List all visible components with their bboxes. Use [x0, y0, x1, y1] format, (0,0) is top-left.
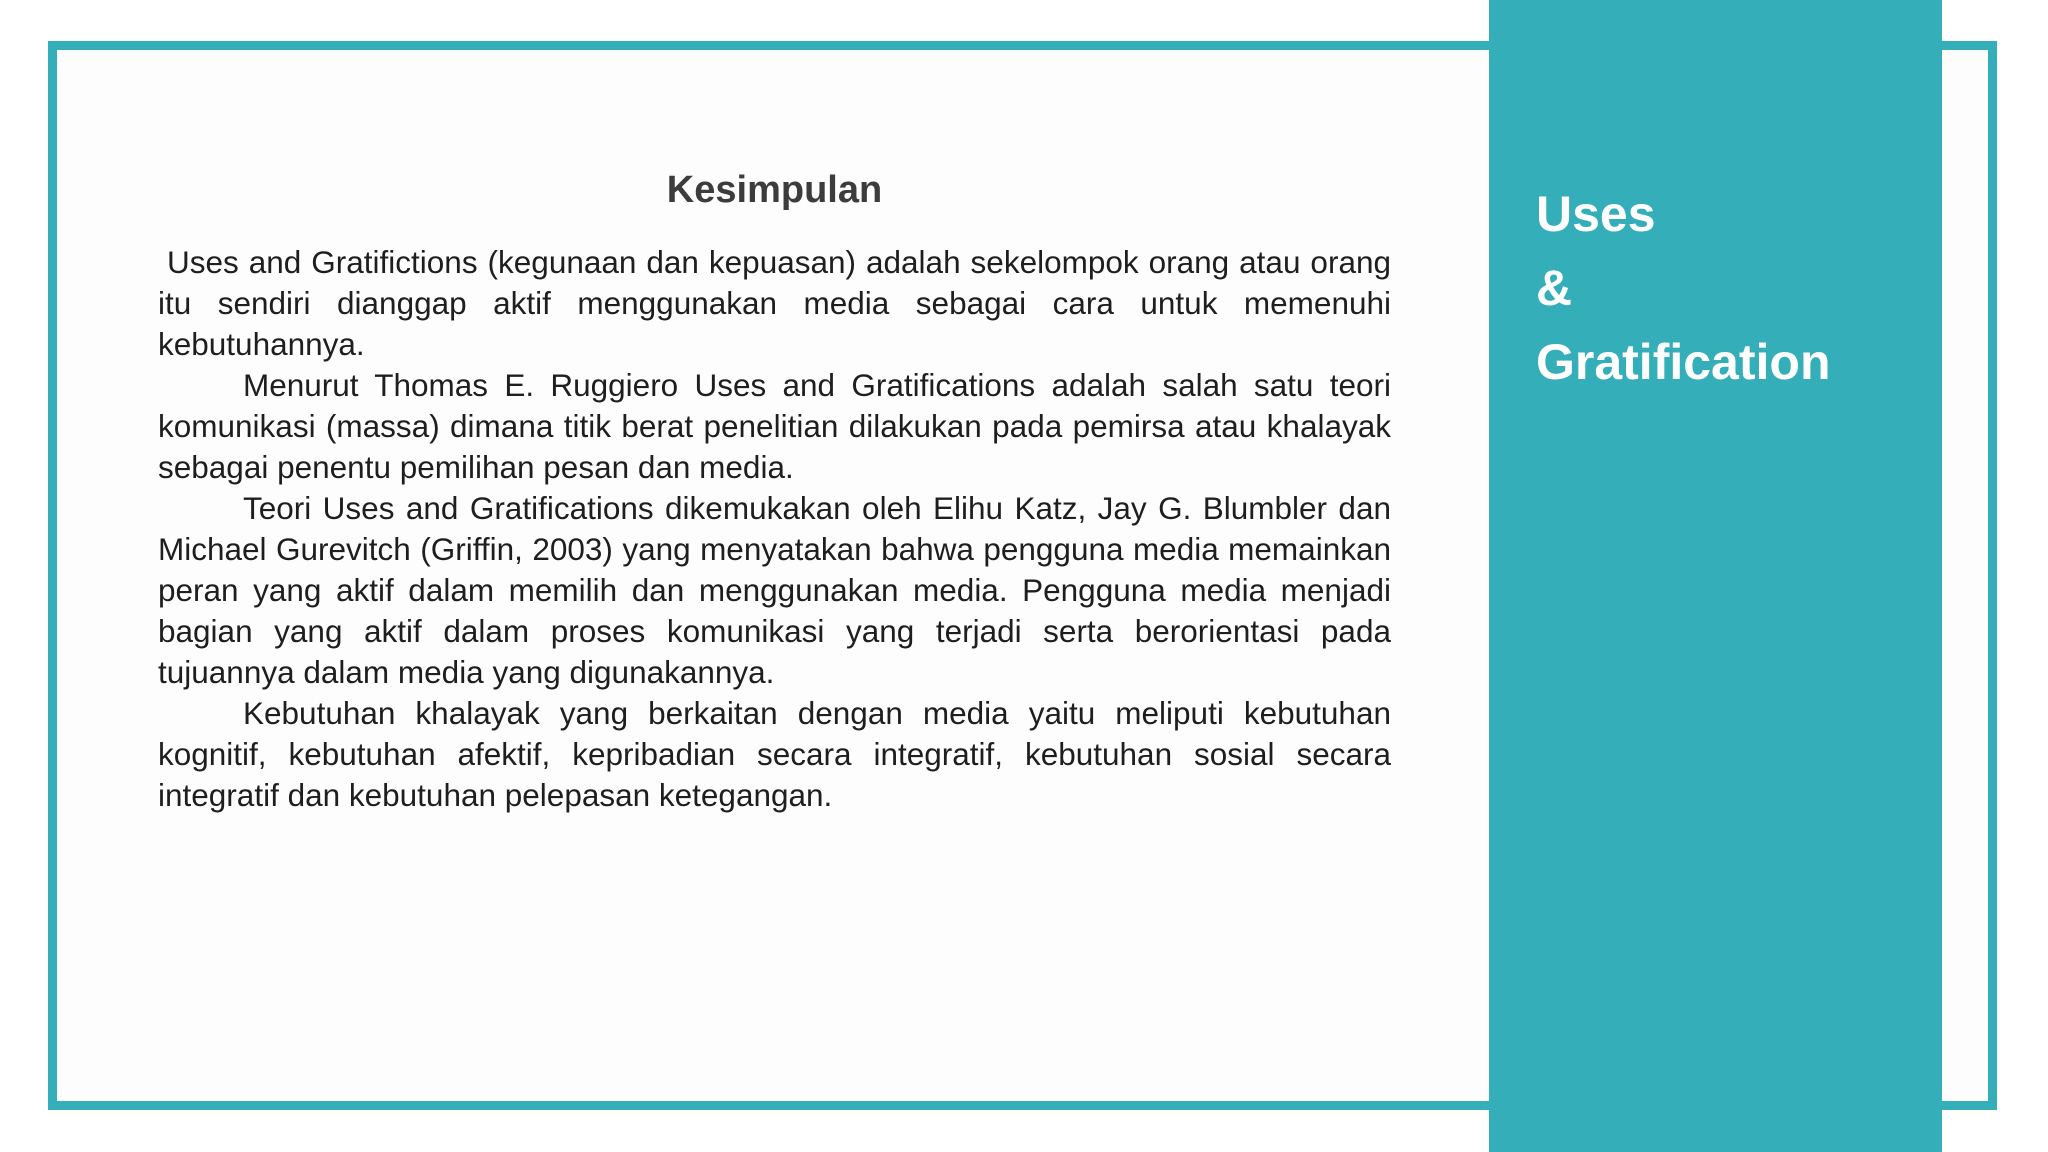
side-title-line-gratification: Gratification	[1536, 334, 1831, 390]
paragraph-audience-needs: Kebutuhan khalayak yang berkaitan dengan media yaitu meliputi kebutuhan kognitif, kebutuhan afektif, kepribadian secara integratif, kebutuhan sosial secara integratif dan kebutuhan pelepasan ketegangan.	[158, 695, 1391, 813]
content-area	[158, 166, 1391, 816]
paragraph-ruggiero: Menurut Thomas E. Ruggiero Uses and Gratifications adalah salah satu teori komunikasi (massa) dimana titik berat penelitian dilakukan pada pemirsa atau khalayak sebagai penentu pemilihan pesan dan media.	[158, 367, 1391, 485]
paragraph-definition: Uses and Gratifictions (kegunaan dan kepuasan) adalah sekelompok orang atau orang itu sendiri dianggap aktif menggunakan media sebagai cara untuk memenuhi kebutuhannya.	[158, 244, 1391, 362]
conclusion-heading: Kesimpulan	[666, 169, 883, 211]
side-title-line-uses: Uses	[1536, 186, 1656, 242]
side-title	[1536, 177, 1830, 399]
side-title-panel	[1489, 0, 1942, 1152]
side-title-line-ampersand: &	[1536, 260, 1573, 316]
paragraph-katz-theory: Teori Uses and Gratifications dikemukakan oleh Elihu Katz, Jay G. Blumbler dan Michael Gurevitch (Griffin, 2003) yang menyatakan bahwa pengguna media memainkan peran yang aktif dalam memilih dan menggunakan media. Pengguna media menjadi bagian yang aktif dalam proses komunikasi yang terjadi serta berorientasi pada tujuannya dalam media yang digunakannya.	[158, 490, 1391, 690]
